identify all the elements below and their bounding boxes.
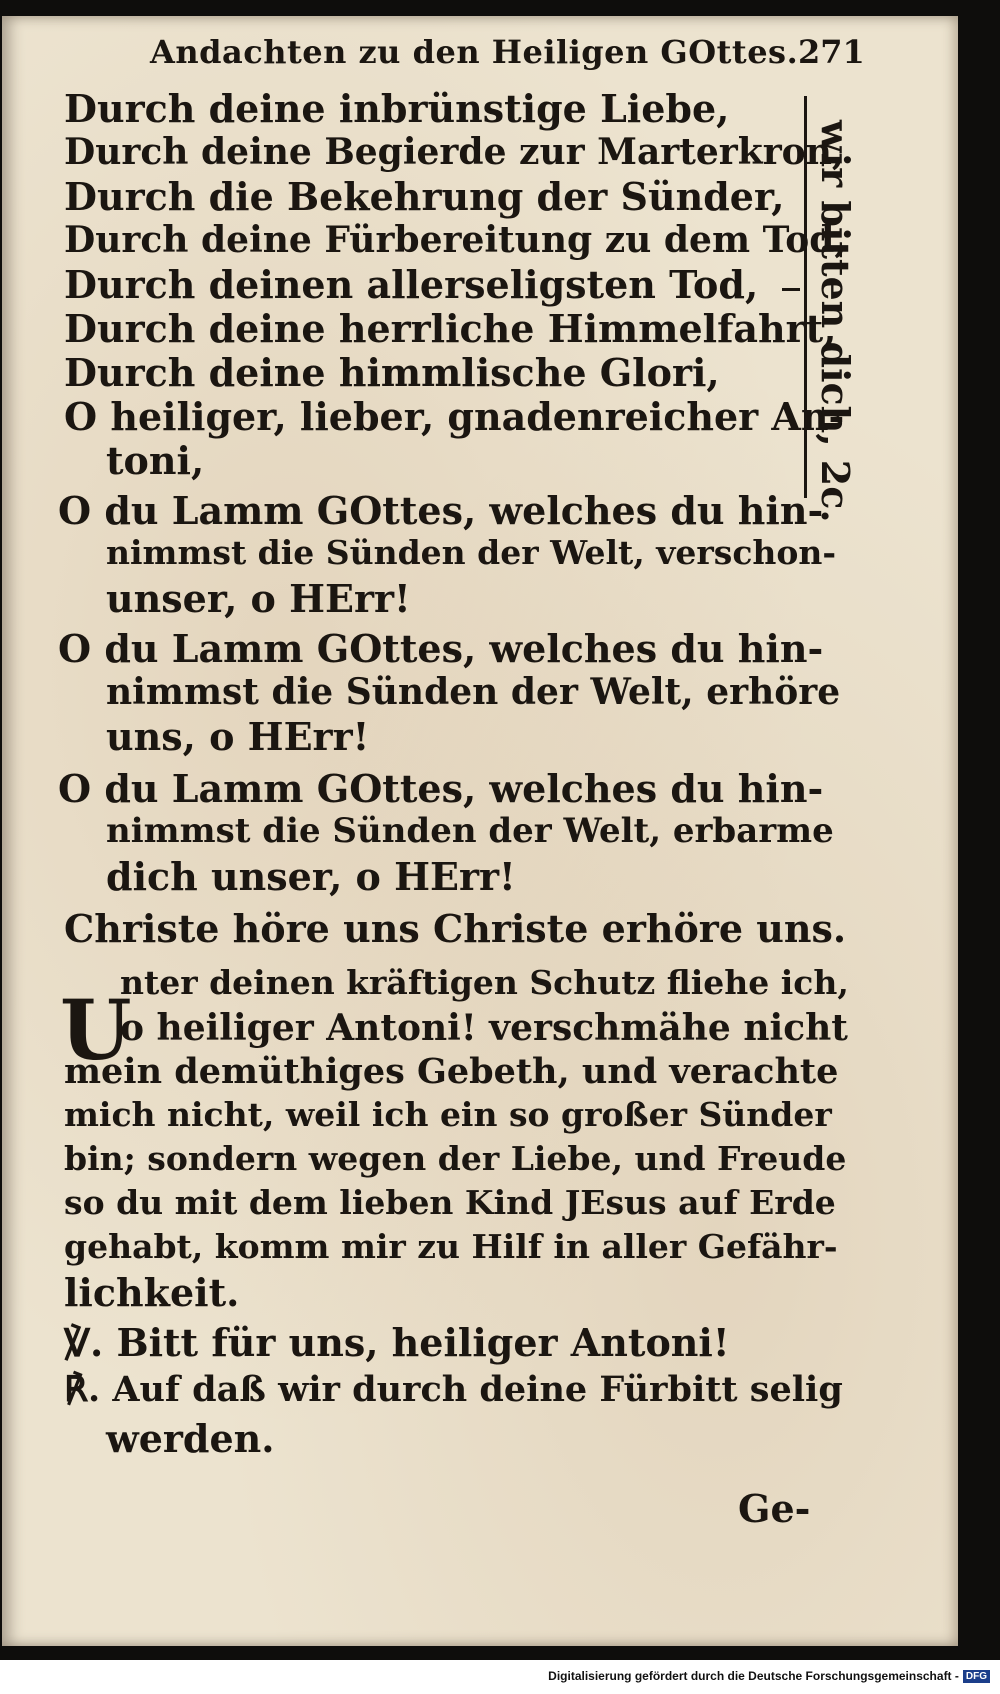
agnus-line: O du Lamm GOttes, welches du hin- [58, 766, 824, 811]
versicle: ℣. Bitt für uns, heiliger Antoni! [64, 1320, 730, 1365]
agnus-line: nimmst die Sünden der Welt, erbarme [106, 811, 834, 851]
litany-bracket [790, 96, 807, 498]
prayer-line: so du mit dem lieben Kind JEsus auf Erde [64, 1183, 836, 1222]
litany-line: Durch die Bekehrung der Sünder, [64, 174, 785, 219]
litany-line: Durch deine Begierde zur Marterkron, [64, 131, 845, 173]
agnus-line: nimmst die Sünden der Welt, verschon- [106, 533, 837, 572]
digitization-footer [548, 1669, 990, 1683]
litany-response-text: wir bitten dich, 2c. [813, 120, 858, 523]
agnus-line: uns, o HErr! [106, 714, 370, 759]
prayer-line: lichkeit. [64, 1270, 240, 1315]
agnus-line: dich unser, o HErr! [106, 854, 516, 899]
litany-line: Durch deine himmlische Glori, [64, 350, 720, 395]
agnus-line: O du Lamm GOttes, welches du hin- [58, 488, 824, 533]
prayer-line: mein demüthiges Gebeth, und verachte [64, 1051, 839, 1092]
prayer-line: bin; sondern wegen der Liebe, und Freude [64, 1139, 847, 1178]
litany-line: O heiliger, lieber, gnadenreicher An- [64, 394, 845, 439]
catchword: Ge- [738, 1486, 811, 1531]
page-number: 271 [798, 33, 865, 71]
responsory: werden. [106, 1416, 275, 1461]
agnus-line: unser, o HErr! [106, 576, 411, 621]
litany-line: Durch deine herrliche Himmelfahrt, [64, 306, 837, 351]
drop-cap: U [60, 983, 132, 1079]
footer-text: Digitalisierung gefördert durch die Deutsche Forschungsgemeinschaft - [548, 1669, 959, 1683]
christe-line: Christe höre uns Christe erhöre uns. [64, 906, 847, 951]
litany-line: toni, [106, 438, 205, 483]
litany-response [806, 120, 866, 523]
dfg-logo: DFG [963, 1670, 990, 1683]
litany-line: Durch deine inbrünstige Liebe, [64, 86, 730, 131]
litany-line: Durch deinen allerseligsten Tod, [64, 262, 759, 307]
litany-bracket-tick [782, 288, 800, 291]
prayer-line: o heiliger Antoni! verschmähe nicht [120, 1007, 848, 1049]
agnus-line: nimmst die Sünden der Welt, erhöre [106, 671, 841, 713]
agnus-line: O du Lamm GOttes, welches du hin- [58, 626, 824, 671]
running-title: Andachten zu den Heiligen GOttes. [150, 33, 799, 71]
prayer-line: gehabt, komm mir zu Hilf in aller Gefähr- [64, 1227, 838, 1266]
responsory: ℟. Auf daß wir durch deine Fürbitt selig [64, 1369, 843, 1410]
prayer-line: mich nicht, weil ich ein so großer Sünder [64, 1095, 832, 1134]
prayer-line: nter deinen kräftigen Schutz fliehe ich, [120, 963, 849, 1002]
litany-line: Durch deine Fürbereitung zu dem Tod, [64, 219, 847, 261]
